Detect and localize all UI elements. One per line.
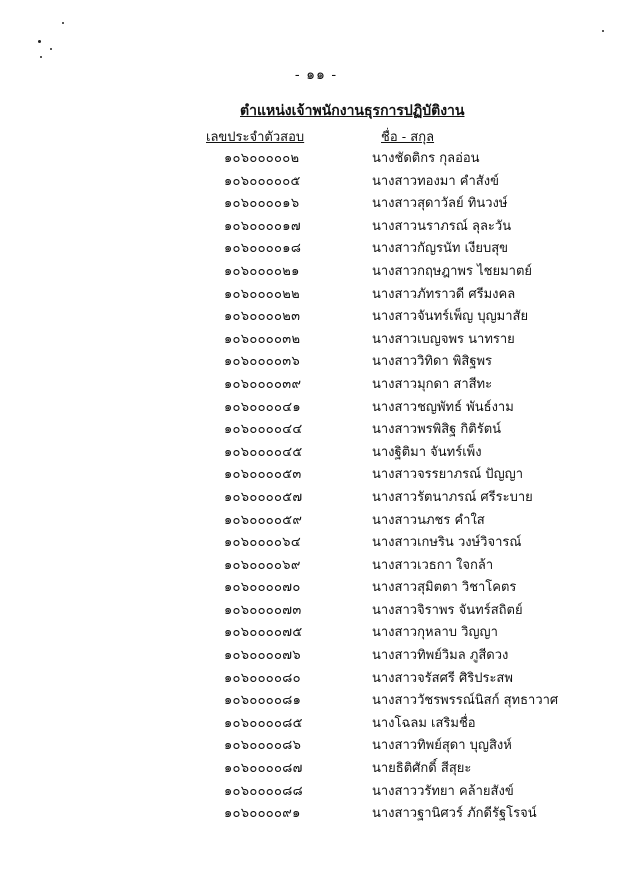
candidate-name: นายธิติศักดิ์ สีสุยะ <box>372 761 472 777</box>
candidate-name: นางชัดติกร กุลอ่อน <box>372 151 480 166</box>
exam-id: ๑๐๖๐๐๐๐๗๐ <box>224 580 301 596</box>
table-row <box>0 461 632 484</box>
candidate-name: นางสาววรัทยา คล้ายสังข์ <box>372 783 514 799</box>
candidate-name: นางสาวกัญรนัท เงียบสุข <box>372 241 509 257</box>
candidate-name: นางสาวเกษริน วงษ์วิจารณ์ <box>372 535 522 551</box>
candidate-name: นางสาวทองมา คำสังข์ <box>372 173 499 189</box>
exam-id: ๑๐๖๐๐๐๐๐๕ <box>224 173 301 189</box>
table-row <box>0 439 632 462</box>
document-title: ตำแหน่งเจ้าพนักงานธุรการปฏิบัติงาน <box>240 103 465 119</box>
exam-id: ๑๐๖๐๐๐๐๕๙ <box>224 512 303 528</box>
exam-id: ๑๐๖๐๐๐๐๓๖ <box>224 354 301 370</box>
candidate-name: นางสาวพรพิสิฐ กิติรัตน์ <box>372 422 502 438</box>
exam-id: ๑๐๖๐๐๐๐๕๓ <box>224 467 302 483</box>
candidate-name: นางสาวทิพย์วิมล ภูสีดวง <box>372 648 509 664</box>
table-row <box>0 348 632 371</box>
table-row <box>0 235 632 258</box>
candidate-name: นางสาวชญพัทธ์ พันธ์งาม <box>372 399 514 415</box>
candidate-name: นางสาวจรัสศรี ศิริประสพ <box>372 670 513 686</box>
exam-id: ๑๐๖๐๐๐๐๑๘ <box>224 241 302 257</box>
table-row <box>0 642 632 665</box>
table-row <box>0 213 632 236</box>
candidate-name: นางสาวมุกดา สาสีทะ <box>372 376 493 392</box>
candidate-name: นางสาวนภชร คำใส <box>372 512 485 528</box>
table-row <box>0 326 632 349</box>
exam-id: ๑๐๖๐๐๐๐๖๙ <box>224 557 301 573</box>
candidate-name: นางสาวเบญจพร นาทราย <box>372 331 515 347</box>
exam-id: ๑๐๖๐๐๐๐๒๑ <box>224 263 300 279</box>
candidate-name: นางสาวสุมิตตา วิชาโคตร <box>372 580 517 596</box>
exam-id: ๑๐๖๐๐๐๐๘๐ <box>224 670 301 686</box>
candidate-name: นางสาวสุดาวัลย์ ทินวงษ์ <box>372 196 508 212</box>
candidate-name: นางสาวเวธกา ใจกล้า <box>372 557 494 573</box>
table-row <box>0 507 632 530</box>
exam-id: ๑๐๖๐๐๐๐๑๗ <box>224 218 301 234</box>
exam-id: ๑๐๖๐๐๐๐๐๒ <box>224 151 300 166</box>
exam-id: ๑๐๖๐๐๐๐๗๖ <box>224 648 301 664</box>
scan-speck <box>50 48 52 50</box>
table-row <box>0 145 632 168</box>
exam-id: ๑๐๖๐๐๐๐๓๒ <box>224 331 301 347</box>
table-row <box>0 778 632 801</box>
table-row <box>0 710 632 733</box>
table-row <box>0 371 632 394</box>
table-row <box>0 416 632 439</box>
candidate-name: นางฐิติมา จันทร์เพ็ง <box>372 444 482 460</box>
exam-id: ๑๐๖๐๐๐๐๗๕ <box>224 625 303 641</box>
exam-id: ๑๐๖๐๐๐๐๘๑ <box>224 693 302 709</box>
scan-speck <box>40 56 42 58</box>
table-row <box>0 168 632 191</box>
candidate-name: นางสาวกฤษฎาพร ไชยมาตย์ <box>372 263 532 279</box>
exam-id: ๑๐๖๐๐๐๐๖๔ <box>224 535 301 551</box>
exam-id: ๑๐๖๐๐๐๐๔๔ <box>224 422 303 438</box>
table-row <box>0 281 632 304</box>
exam-id: ๑๐๖๐๐๐๐๓๙ <box>224 376 302 392</box>
column-header-full-name: ชื่อ - สกุล <box>381 130 435 145</box>
exam-id: ๑๐๖๐๐๐๐๗๓ <box>224 602 302 618</box>
table-row <box>0 484 632 507</box>
table-row <box>0 303 632 326</box>
exam-id: ๑๐๖๐๐๐๐๘๕ <box>224 715 303 731</box>
table-row <box>0 619 632 642</box>
table-row <box>0 755 632 778</box>
table-row <box>0 665 632 688</box>
scan-speck <box>38 40 41 43</box>
table-row <box>0 190 632 213</box>
candidate-name: นางสาวจรรยาภรณ์ ปัญญา <box>372 467 524 483</box>
candidate-name: นางโฉลม เสริมชื่อ <box>372 715 476 731</box>
column-header-exam-id: เลขประจำตัวสอบ <box>206 130 305 145</box>
page-number: - ๑๑ - <box>294 67 338 83</box>
candidate-name: นางสาวนราภรณ์ ลุละวัน <box>372 218 512 234</box>
exam-id: ๑๐๖๐๐๐๐๑๖ <box>224 196 300 212</box>
table-row <box>0 394 632 417</box>
candidate-name: นางสาวภัทราวดี ศรีมงคล <box>372 286 516 302</box>
exam-id: ๑๐๖๐๐๐๐๘๗ <box>224 761 303 777</box>
candidate-name: นางสาววิทิดา พิสิฐพร <box>372 354 493 370</box>
exam-id: ๑๐๖๐๐๐๐๔๑ <box>224 399 301 415</box>
candidate-name: นางสาวฐานิศวร์ ภักดีรัฐโรจน์ <box>372 806 537 822</box>
candidate-name: นางสาวจันทร์เพ็ญ บุญมาสัย <box>372 309 529 325</box>
scan-speck <box>602 30 604 32</box>
exam-id: ๑๐๖๐๐๐๐๙๑ <box>224 806 301 822</box>
scan-speck <box>62 22 64 24</box>
table-row <box>0 732 632 755</box>
exam-id: ๑๐๖๐๐๐๐๕๗ <box>224 489 303 505</box>
exam-id: ๑๐๖๐๐๐๐๒๒ <box>224 286 301 302</box>
candidate-name: นางสาวทิพย์สุดา บุญสิงห์ <box>372 738 512 754</box>
candidate-name: นางสาววัชรพรรณ์นิสก์ สุทธาวาศ <box>372 693 559 709</box>
table-row <box>0 529 632 552</box>
table-row <box>0 552 632 575</box>
candidate-name: นางสาวรัตนาภรณ์ ศรีระบาย <box>372 489 533 505</box>
candidate-list <box>0 145 632 823</box>
exam-id: ๑๐๖๐๐๐๐๔๕ <box>224 444 303 460</box>
table-row <box>0 258 632 281</box>
table-row <box>0 574 632 597</box>
table-row <box>0 800 632 823</box>
exam-id: ๑๐๖๐๐๐๐๒๓ <box>224 309 301 325</box>
table-row <box>0 597 632 620</box>
exam-id: ๑๐๖๐๐๐๐๘๘ <box>224 783 303 799</box>
table-row <box>0 687 632 710</box>
candidate-name: นางสาวกุหลาบ วิญญา <box>372 625 498 641</box>
candidate-name: นางสาวจิราพร จันทร์สถิตย์ <box>372 602 523 618</box>
exam-id: ๑๐๖๐๐๐๐๘๖ <box>224 738 302 754</box>
